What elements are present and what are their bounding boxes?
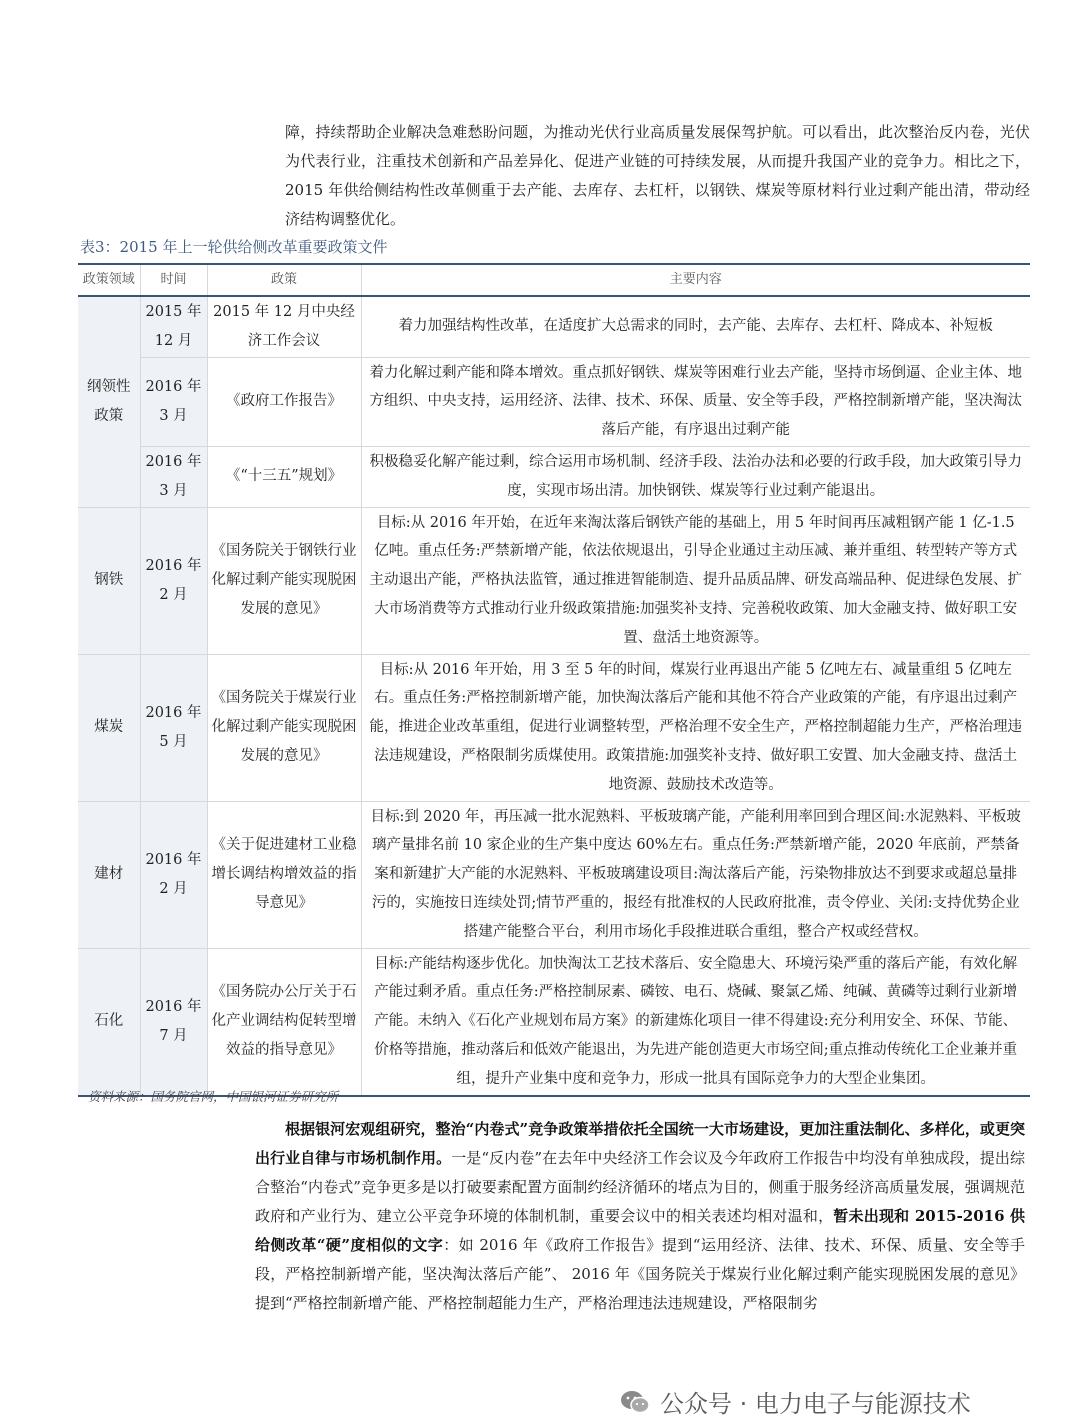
- bold-lead: 根据银河宏观组研究，整治“内卷式”竞争政策举措依托全国统一大市场建设，更加注重法制化、多样化，或更突出行业自律与市场机制作用。: [255, 1120, 1025, 1167]
- watermark-text: 公众号 · 电力电子与能源技术: [660, 1390, 971, 1418]
- bold-emphasis: 暂未出现和 2015-2016 供给侧改革“硬”度相似的文字: [255, 1207, 1025, 1254]
- time-cell: 2016 年 3 月: [140, 357, 207, 446]
- policy-table: [78, 263, 1030, 1097]
- content-cell: 积极稳妥化解产能过剩，综合运用市场机制、经济手段、法治办法和必要的行政手段，加大政策引导力度，实现市场出清。加快钢铁、煤炭等行业过剩产能退出。: [361, 446, 1030, 507]
- policy-cell: 《国务院关于钢铁行业化解过剩产能实现脱困发展的意见》: [207, 507, 361, 654]
- table-row: [78, 948, 1030, 1095]
- body-paragraph: [255, 1115, 1025, 1318]
- field-cell: 纲领性政策: [78, 296, 140, 507]
- field-cell: 石化: [78, 948, 140, 1095]
- time-cell: 2016 年 5 月: [140, 654, 207, 801]
- table-row: [78, 801, 1030, 948]
- content-cell: 目标:产能结构逐步优化。加快淘汰工艺技术落后、安全隐患大、环境污染严重的落后产能，有效化解产能过剩矛盾。重点任务:严格控制尿素、磷铵、电石、烧碱、聚氯乙烯、纯碱、黄磷等过剩行业新增产能。未纳入《石化产业规划布局方案》的新建炼化项目一律不得建设:充分利用安全、环保、节能、价格等措施，推动落后和低效产能退出，为先进产能创造更大市场空间;重点推动传统化工企业兼并重组，提升产业集中度和竞争力，形成一批具有国际竞争力的大型企业集团。: [361, 948, 1030, 1095]
- header-policy: 政策: [207, 264, 361, 296]
- content-cell: 着力化解过剩产能和降本增效。重点抓好钢铁、煤炭等困难行业去产能，坚持市场倒逼、企业主体、地方组织、中央支持，运用经济、法律、技术、环保、质量、安全等手段，严格控制新增产能，坚决淘汰落后产能，有序退出过剩产能: [361, 357, 1030, 446]
- table-row: [78, 507, 1030, 654]
- header-field: 政策领域: [78, 264, 140, 296]
- content-cell: 目标:从 2016 年开始，在近年来淘汰落后钢铁产能的基础上，用 5 年时间再压减粗钢产能 1 亿-1.5 亿吨。重点任务:严禁新增产能，依法依规退出，引导企业通过主动压减、兼并重组、转型转产等方式主动退出产能，严格执法监管，通过推进智能制造、提升品质品牌、研发高端品种、促进绿色发展、扩大市场消费等方式推动行业升级政策措施:加强奖补支持、完善税收政策、加大金融支持、做好职工安置、盘活土地资源等。: [361, 507, 1030, 654]
- field-cell: 建材: [78, 801, 140, 948]
- content-cell: 目标:从 2016 年开始，用 3 至 5 年的时间，煤炭行业再退出产能 5 亿吨左右、减量重组 5 亿吨左右。重点任务:严格控制新增产能，加快淘汰落后产能和其他不符合产业政策的产能，有序退出过剩产能，推进企业改革重组，促进行业调整转型，严格治理不安全生产，严格控制超能力生产，严格治理违法违规建设，严格限制劣质煤使用。政策措施:加强奖补支持、做好职工安置、加大金融支持、盘活土地资源、鼓励技术改造等。: [361, 654, 1030, 801]
- field-cell: 钢铁: [78, 507, 140, 654]
- table-source: 资料来源：国务院官网，中国银河证券研究所: [88, 1089, 339, 1104]
- time-cell: 2015 年 12 月: [140, 296, 207, 357]
- wechat-watermark: [620, 1384, 971, 1419]
- table-title: 表3：2015 年上一轮供给侧改革重要政策文件: [80, 238, 388, 256]
- policy-cell: 2015 年 12 月中央经济工作会议: [207, 296, 361, 357]
- intro-paragraph: 障，持续帮助企业解决急难愁盼问题，为推动光伏行业高质量发展保驾护航。可以看出，此次整治反内卷，光伏为代表行业，注重技术创新和产品差异化、促进产业链的可持续发展，从而提升我国产业的竞争力。相比之下，2015 年供给侧结构性改革侧重于去产能、去库存、去杠杆，以钢铁、煤炭等原材料行业过剩产能出清，带动经济结构调整优化。: [285, 123, 1030, 228]
- time-cell: 2016 年 2 月: [140, 507, 207, 654]
- wechat-icon: [620, 1389, 650, 1415]
- policy-cell: 《国务院办公厅关于石化产业调结构促转型增效益的指导意见》: [207, 948, 361, 1095]
- table-row: [78, 654, 1030, 801]
- table-row: [78, 296, 1030, 357]
- body-text-2: ：如 2016 年《政府工作报告》提到“运用经济、法律、技术、环保、质量、安全等手段，严格控制新增产能，坚决淘汰落后产能”、 2016 年《国务院关于煤炭行业化解过剩产能实现脱困发展的意见》提到“严格控制新增产能、严格控制超能力生产，严格治理违法违规建设，严格限制劣: [255, 1236, 1025, 1312]
- table-header-row: [78, 264, 1030, 296]
- policy-cell: 《国务院关于煤炭行业化解过剩产能实现脱困发展的意见》: [207, 654, 361, 801]
- table-row: [78, 357, 1030, 446]
- content-cell: 着力加强结构性改革，在适度扩大总需求的同时，去产能、去库存、去杠杆、降成本、补短板: [361, 296, 1030, 357]
- policy-cell: 《关于促进建材工业稳增长调结构增效益的指导意见》: [207, 801, 361, 948]
- policy-cell: 《“十三五”规划》: [207, 446, 361, 507]
- table-row: [78, 446, 1030, 507]
- content-cell: 目标:到 2020 年，再压减一批水泥熟料、平板玻璃产能，产能利用率回到合理区间:水泥熟料、平板玻璃产量排名前 10 家企业的生产集中度达 60%左右。重点任务:严禁新增产能，2020 年底前，严禁备案和新建扩大产能的水泥熟料、平板玻璃建设项目:淘汰落后产能，污染物排放达不到要求或超总量排污的，实施按日连续处罚;情节严重的，报经有批准权的人民政府批准，责令停业、关闭:支持优势企业搭建产能整合平台，利用市场化手段推进联合重组，整合产权或经营权。: [361, 801, 1030, 948]
- body-text-1: 一是“反内卷”在去年中央经济工作会议及今年政府工作报告中均没有单独成段，提出综合整治“内卷式”竞争更多是以打破要素配置方面制约经济循环的堵点为目的，侧重于服务经济高质量发展，强调规范政府和产业行为、建立公平竞争环境的体制机制，重要会议中的相关表述均相对温和，: [255, 1149, 1025, 1225]
- policy-cell: 《政府工作报告》: [207, 357, 361, 446]
- header-time: 时间: [140, 264, 207, 296]
- time-cell: 2016 年 2 月: [140, 801, 207, 948]
- header-content: 主要内容: [361, 264, 1030, 296]
- time-cell: 2016 年 7 月: [140, 948, 207, 1095]
- field-cell: 煤炭: [78, 654, 140, 801]
- time-cell: 2016 年 3 月: [140, 446, 207, 507]
